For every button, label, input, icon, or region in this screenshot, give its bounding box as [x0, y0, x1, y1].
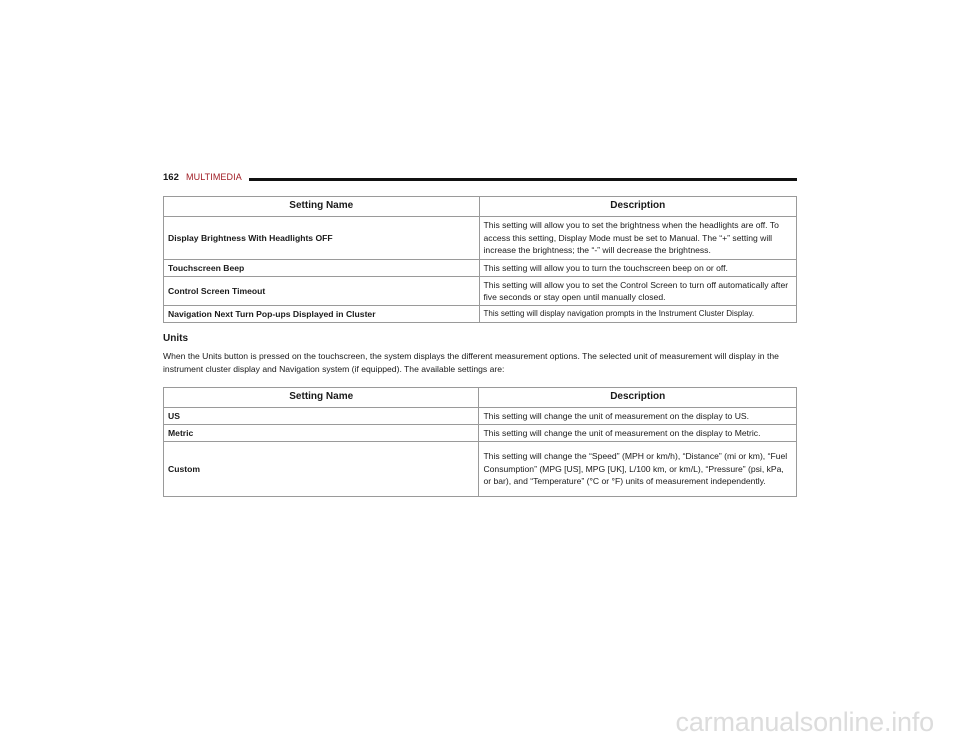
page-header	[163, 172, 797, 186]
units-heading: Units	[163, 333, 188, 344]
units-paragraph: When the Units button is pressed on the touchscreen, the system displays the different measurement options. The selected unit of measurement will display in the instrument cluster display and Navigation system (if equipped). The available settings are:	[163, 351, 779, 374]
setting-name: Navigation Next Turn Pop-ups Displayed in Cluster	[164, 306, 480, 323]
setting-name: US	[164, 408, 479, 425]
table-row	[164, 442, 797, 497]
setting-name: Metric	[164, 425, 479, 442]
table-row	[164, 425, 797, 442]
setting-description: This setting will allow you to turn the touchscreen beep on or off.	[479, 260, 797, 277]
header-rule	[249, 178, 797, 181]
column-header-description: Description	[479, 197, 797, 217]
setting-description: This setting will change the unit of measurement on the display to US.	[479, 408, 797, 425]
table-row	[164, 260, 797, 277]
setting-name: Custom	[164, 442, 479, 497]
table-row	[164, 408, 797, 425]
page-number: 162	[163, 172, 179, 183]
table-header-row	[164, 388, 797, 408]
table-row	[164, 306, 797, 323]
section-title: MULTIMEDIA	[186, 172, 242, 182]
display-settings-table	[163, 196, 797, 323]
watermark: carmanualsonline.info	[675, 707, 934, 737]
column-header-setting-name: Setting Name	[164, 197, 480, 217]
setting-description: This setting will change the unit of measurement on the display to Metric.	[479, 425, 797, 442]
column-header-description: Description	[479, 388, 797, 408]
table-row	[164, 277, 797, 306]
setting-description: This setting will allow you to set the Control Screen to turn off automatically after five seconds or stay open until manually closed.	[479, 277, 797, 306]
table-row	[164, 217, 797, 260]
setting-description: This setting will change the “Speed” (MPH or km/h), “Distance” (mi or km), “Fuel Consumption” (MPG [US], MPG [UK], L/100 km, or km/L), “Pressure” (psi, kPa, or bar), and “Temperature” (°C or °F) units of measurement independently.	[479, 442, 797, 497]
setting-description: This setting will display navigation prompts in the Instrument Cluster Display.	[479, 306, 797, 323]
setting-description: This setting will allow you to set the brightness when the headlights are off. To access this setting, Display Mode must be set to Manual. The “+” setting will increase the brightness; the “-” will decrease the brightness.	[479, 217, 797, 260]
table-header-row	[164, 197, 797, 217]
column-header-setting-name: Setting Name	[164, 388, 479, 408]
setting-name: Control Screen Timeout	[164, 277, 480, 306]
units-settings-table	[163, 387, 797, 497]
setting-name: Touchscreen Beep	[164, 260, 480, 277]
setting-name: Display Brightness With Headlights OFF	[164, 217, 480, 260]
